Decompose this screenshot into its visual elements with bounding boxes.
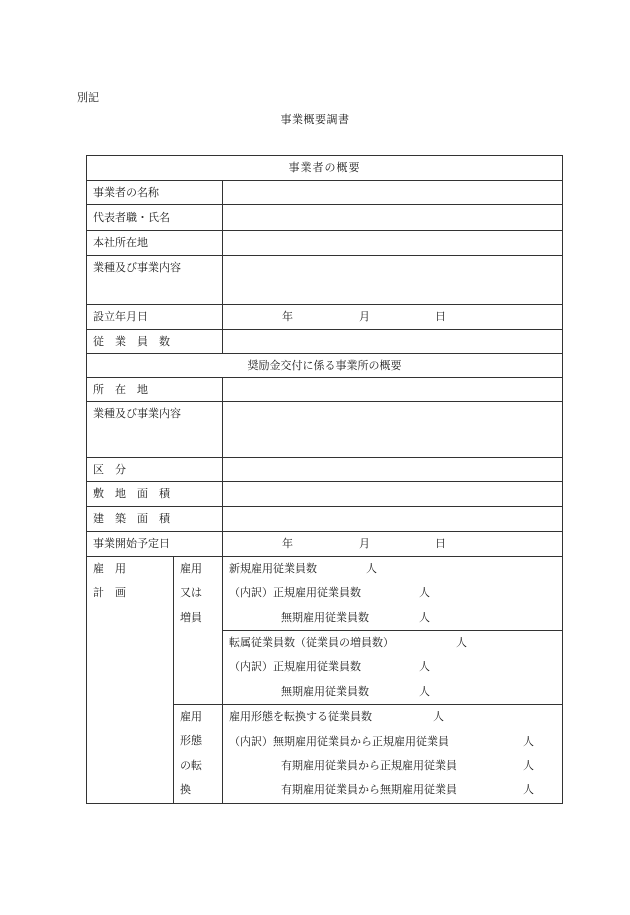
row-location: [87, 378, 563, 402]
row-building-area: [87, 507, 563, 532]
start-year-unit: 年: [282, 537, 293, 550]
label-employees: 従 業 員 数: [87, 330, 223, 354]
transfers-regular-unit: 人: [419, 660, 430, 674]
new-hires-cell[interactable]: [223, 557, 563, 631]
row-site-business: [87, 402, 563, 458]
label-established: 設立年月日: [87, 305, 223, 330]
label-business: 業種及び事業内容: [87, 256, 223, 305]
label-category: 区 分: [87, 458, 223, 482]
label-company-name: 事業者の名称: [87, 181, 223, 205]
hire-label-3: 増員: [180, 610, 202, 624]
conversion-breakdown: （内訳）: [229, 734, 273, 748]
field-site-business[interactable]: [223, 402, 563, 458]
field-hq-address[interactable]: [223, 231, 563, 256]
conversion-3-unit: 人: [523, 783, 534, 797]
conversion-2-unit: 人: [523, 759, 534, 772]
label-hq-address: 本社所在地: [87, 231, 223, 256]
year-unit: 年: [282, 310, 293, 323]
new-hires-nonregular-unit: 人: [419, 610, 430, 624]
employment-plan-line1: 雇 用: [93, 562, 126, 575]
conversion-1-unit: 人: [523, 734, 534, 748]
field-building-area[interactable]: [223, 507, 563, 532]
conversion-label-4: 換: [180, 782, 191, 796]
new-hires-unit: 人: [366, 562, 377, 576]
transfers-nonregular-label: 無期雇用従業員数: [281, 684, 369, 698]
row-hq-address: [87, 231, 563, 256]
new-hires-label: 新規雇用従業員数: [229, 562, 317, 576]
start-day-unit: 日: [435, 537, 446, 550]
label-site-area: 敷 地 面 積: [87, 482, 223, 507]
conversion-cell[interactable]: [223, 705, 563, 804]
new-hires-nonregular-label: 無期雇用従業員数: [281, 610, 369, 624]
hire-label-1: 雇用: [180, 562, 202, 575]
new-hires-regular-unit: 人: [419, 586, 430, 600]
section2-header-row: [87, 354, 563, 378]
label-representative: 代表者職・氏名: [87, 205, 223, 231]
label-conversion: [174, 705, 223, 804]
row-start-date: [87, 532, 563, 557]
transfers-label: 転属従業員数（従業員の増員数）: [229, 636, 394, 650]
field-start-date[interactable]: [223, 532, 563, 557]
field-category[interactable]: [223, 458, 563, 482]
appendix-label: 別記: [77, 91, 99, 104]
field-established[interactable]: [223, 305, 563, 330]
month-unit: 月: [359, 310, 370, 323]
field-site-area[interactable]: [223, 482, 563, 507]
label-location: 所 在 地: [87, 378, 223, 402]
label-start-date: 事業開始予定日: [87, 532, 223, 557]
document-title: 事業概要調書: [280, 113, 350, 126]
label-site-business: 業種及び事業内容: [87, 402, 223, 458]
label-hire-increase: [174, 557, 223, 705]
field-employees[interactable]: [223, 330, 563, 354]
row-company-name: [87, 181, 563, 205]
row-established: [87, 305, 563, 330]
field-business[interactable]: [223, 256, 563, 305]
business-overview-form: [86, 155, 563, 804]
transfers-nonregular-unit: 人: [419, 684, 430, 698]
section1-header-row: [87, 156, 563, 181]
row-employment-hires-a: [87, 557, 563, 631]
row-employees: [87, 330, 563, 354]
employment-plan-line2: 計 画: [93, 586, 126, 600]
conversion-2-label: 有期雇用従業員から正規雇用従業員: [281, 759, 457, 772]
hire-label-2: 又は: [180, 586, 202, 600]
transfers-cell[interactable]: [223, 631, 563, 705]
section2-header: 奨励金交付に係る事業所の概要: [87, 354, 563, 378]
row-site-area: [87, 482, 563, 507]
conversion-1-label: 無期雇用従業員から正規雇用従業員: [273, 734, 449, 748]
start-month-unit: 月: [359, 537, 370, 550]
new-hires-breakdown: （内訳）: [229, 586, 273, 600]
conversion-count-label: 雇用形態を転換する従業員数: [229, 710, 372, 724]
label-building-area: 建 築 面 積: [87, 507, 223, 532]
row-category: [87, 458, 563, 482]
row-business: [87, 256, 563, 305]
transfers-unit: 人: [456, 636, 467, 650]
conversion-count-unit: 人: [433, 710, 444, 724]
conversion-label-2: 形態: [180, 734, 202, 748]
field-representative[interactable]: [223, 205, 563, 231]
field-company-name[interactable]: [223, 181, 563, 205]
transfers-regular-label: 正規雇用従業員数: [273, 660, 361, 674]
conversion-label-3: の転: [180, 758, 202, 772]
conversion-label-1: 雇用: [180, 710, 202, 723]
transfers-breakdown: （内訳）: [229, 660, 273, 674]
day-unit: 日: [435, 310, 446, 323]
row-representative: [87, 205, 563, 231]
field-location[interactable]: [223, 378, 563, 402]
conversion-3-label: 有期雇用従業員から無期雇用従業員: [281, 783, 457, 797]
label-employment-plan: [87, 557, 174, 804]
new-hires-regular-label: 正規雇用従業員数: [273, 586, 361, 600]
section1-header: 事業者の概要: [87, 156, 563, 181]
